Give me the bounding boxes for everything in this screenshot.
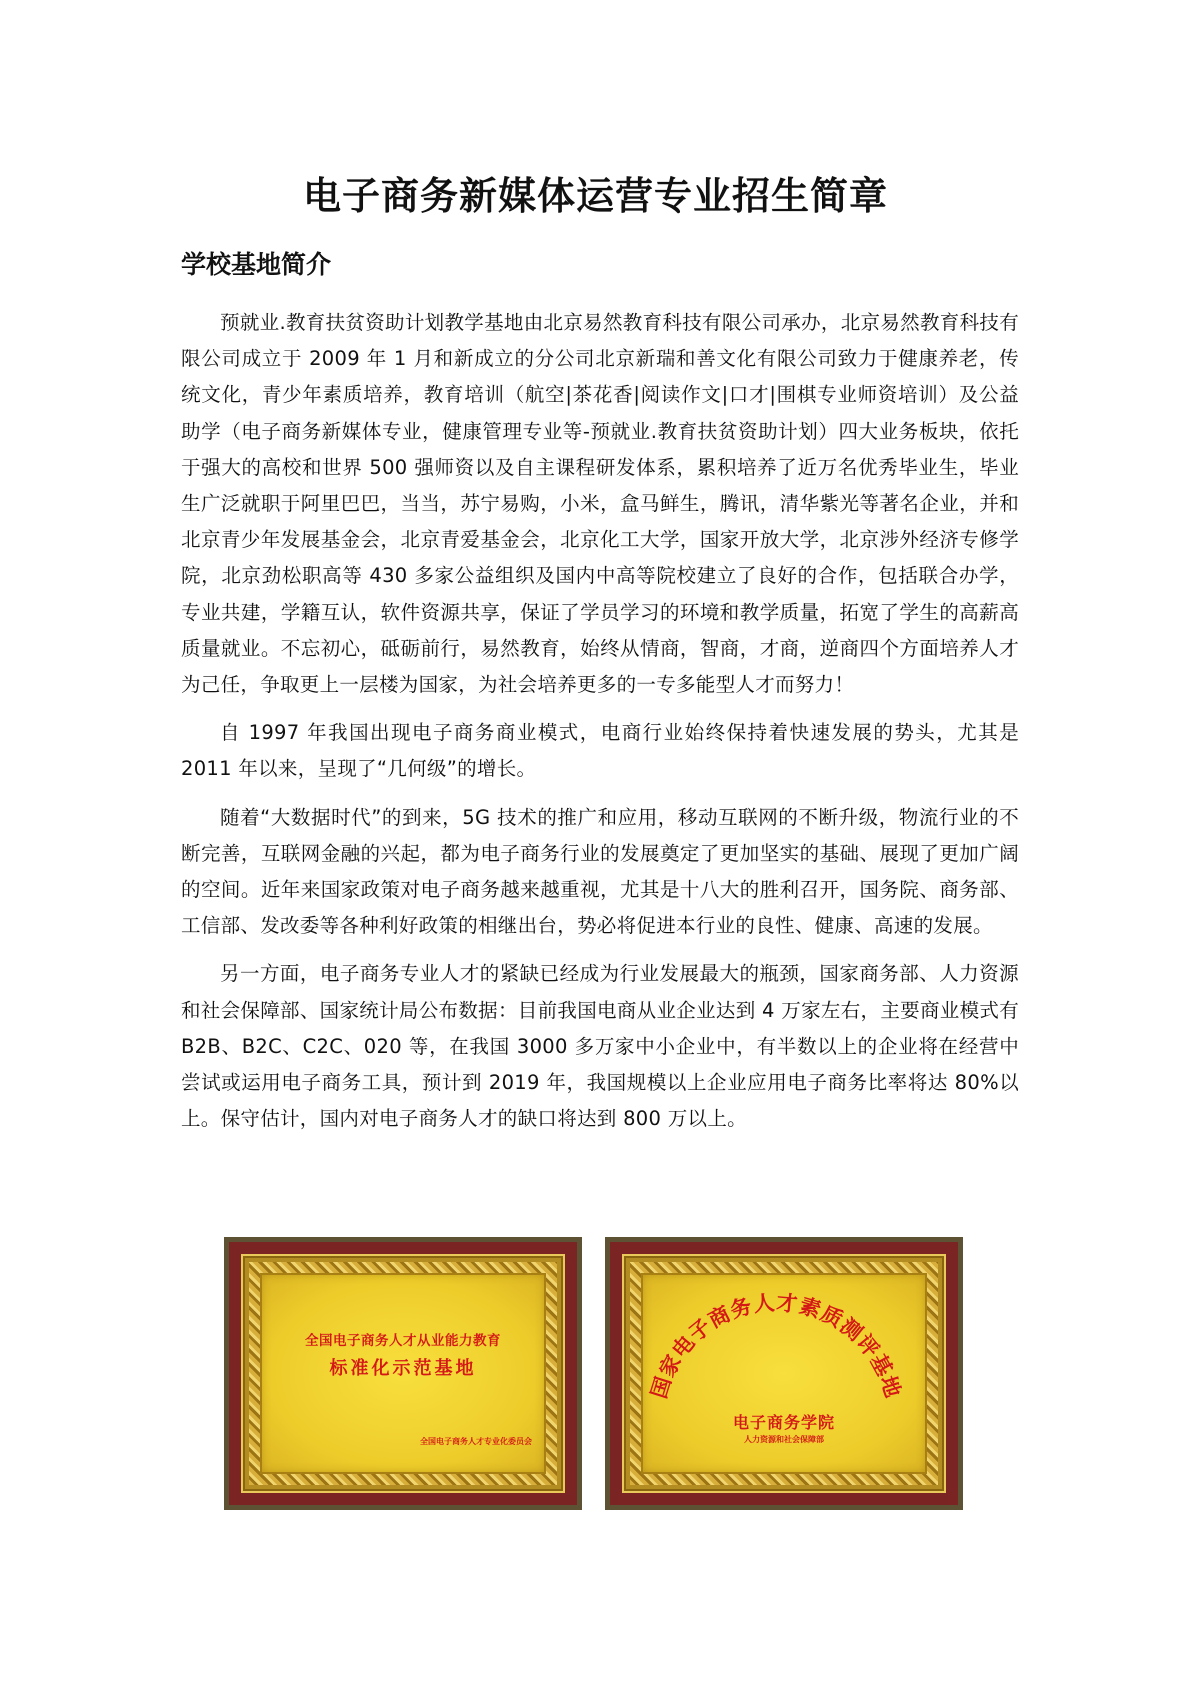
plaque-gold-plate	[641, 1273, 927, 1474]
certificate-arc-textpath: 国家电子商务人才素质测评基地	[646, 1290, 906, 1402]
plaque-maroon-border	[610, 1242, 958, 1505]
certificate-plaque-assessment	[605, 1237, 963, 1510]
plaque-gold-plate	[260, 1273, 546, 1474]
plaque-ornate-frame	[630, 1262, 938, 1485]
paragraph-big-data: 随着“大数据时代”的到来，5G 技术的推广和应用，移动互联网的不断升级，物流行业的不断完善，互联网金融的兴起，都为电子商务行业的发展奠定了更加坚实的基础、展现了更加广阔的空间。近年来国家政策对电子商务越来越重视，尤其是十八大的胜利召开，国务院、商务部、工信部、发改委等各种利好政策的相继出台，势必将促进本行业的良性、健康、高速的发展。	[181, 805, 1019, 938]
paragraph-talent-gap: 另一方面，电子商务专业人才的紧缺已经成为行业发展最大的瓶颈，国家商务部、人力资源和社会保障部、国家统计局公布数据：目前我国电商从业企业达到 4 万家左右，主要商业模式有 B2B、B2C、C2C、020 等，在我国 3000 多万家中小企业中，有半数以上的企业将在经营中尝试或运用电子商务工具，预计到 2019 年，我国规模以上企业应用电子商务比率将达 80%以上。保守估计，国内对电子商务人才的缺口将达到 800 万以上。	[181, 962, 1019, 1131]
certificate-issuer: 全国电子商务人才专业化委员会	[420, 1437, 532, 1446]
certificate-line-1: 电子商务学院	[732, 1413, 835, 1432]
page-title: 电子商务新媒体运营专业招生简章	[302, 174, 888, 218]
plaque-maroon-border	[229, 1242, 577, 1505]
section-heading: 学校基地简介	[181, 250, 332, 279]
certificate-line-2: 标准化示范基地	[329, 1358, 477, 1379]
plaque-gold-frame	[622, 1254, 946, 1493]
body-text	[181, 305, 1019, 1149]
paragraph-intro: 预就业.教育扶贫资助计划教学基地由北京易然教育科技有限公司承办，北京易然教育科技有限公司成立于 2009 年 1 月和新成立的分公司北京新瑞和善文化有限公司致力于健康养老，传统文化，青少年素质培养，教育培训（航空|茶花香|阅读作文|口才|围棋专业师资培训）及公益助学（电子商务新媒体专业，健康管理专业等-预就业.教育扶贫资助计划）四大业务板块，依托于强大的高校和世界 500 强师资以及自主课程研发体系，累积培养了近万名优秀毕业生，毕业生广泛就职于阿里巴巴，当当，苏宁易购，小米，盒马鲜生，腾讯，清华紫光等著名企业，并和北京青少年发展基金会，北京青爱基金会，北京化工大学，国家开放大学，北京涉外经济专修学院，北京劲松职高等 430 多家公益组织及国内中高等院校建立了良好的合作，包括联合办学，专业共建，学籍互认，软件资源共享，保证了学员学习的环境和教学质量，拓宽了学生的高薪高质量就业。不忘初心，砥砺前行，易然教育，始终从情商，智商，才商，逆商四个方面培养人才为己任，争取更上一层楼为国家，为社会培养更多的一专多能型人才而努力！	[181, 311, 1019, 697]
certificate-line-1: 全国电子商务人才从业能力教育	[305, 1333, 501, 1349]
plaque-gold-frame	[241, 1254, 565, 1493]
svg-text:国家电子商务人才素质测评基地	[647, 1291, 905, 1402]
paragraph-history: 自 1997 年我国出现电子商务商业模式，电商行业始终保持着快速发展的势头，尤其是 2011 年以来，呈现了“几何级”的增长。	[181, 721, 1019, 781]
certificate-issuer: 人力资源和社会保障部	[744, 1435, 824, 1444]
certificate-plaque-standardization	[224, 1237, 582, 1510]
plaque-ornate-frame	[249, 1262, 557, 1485]
